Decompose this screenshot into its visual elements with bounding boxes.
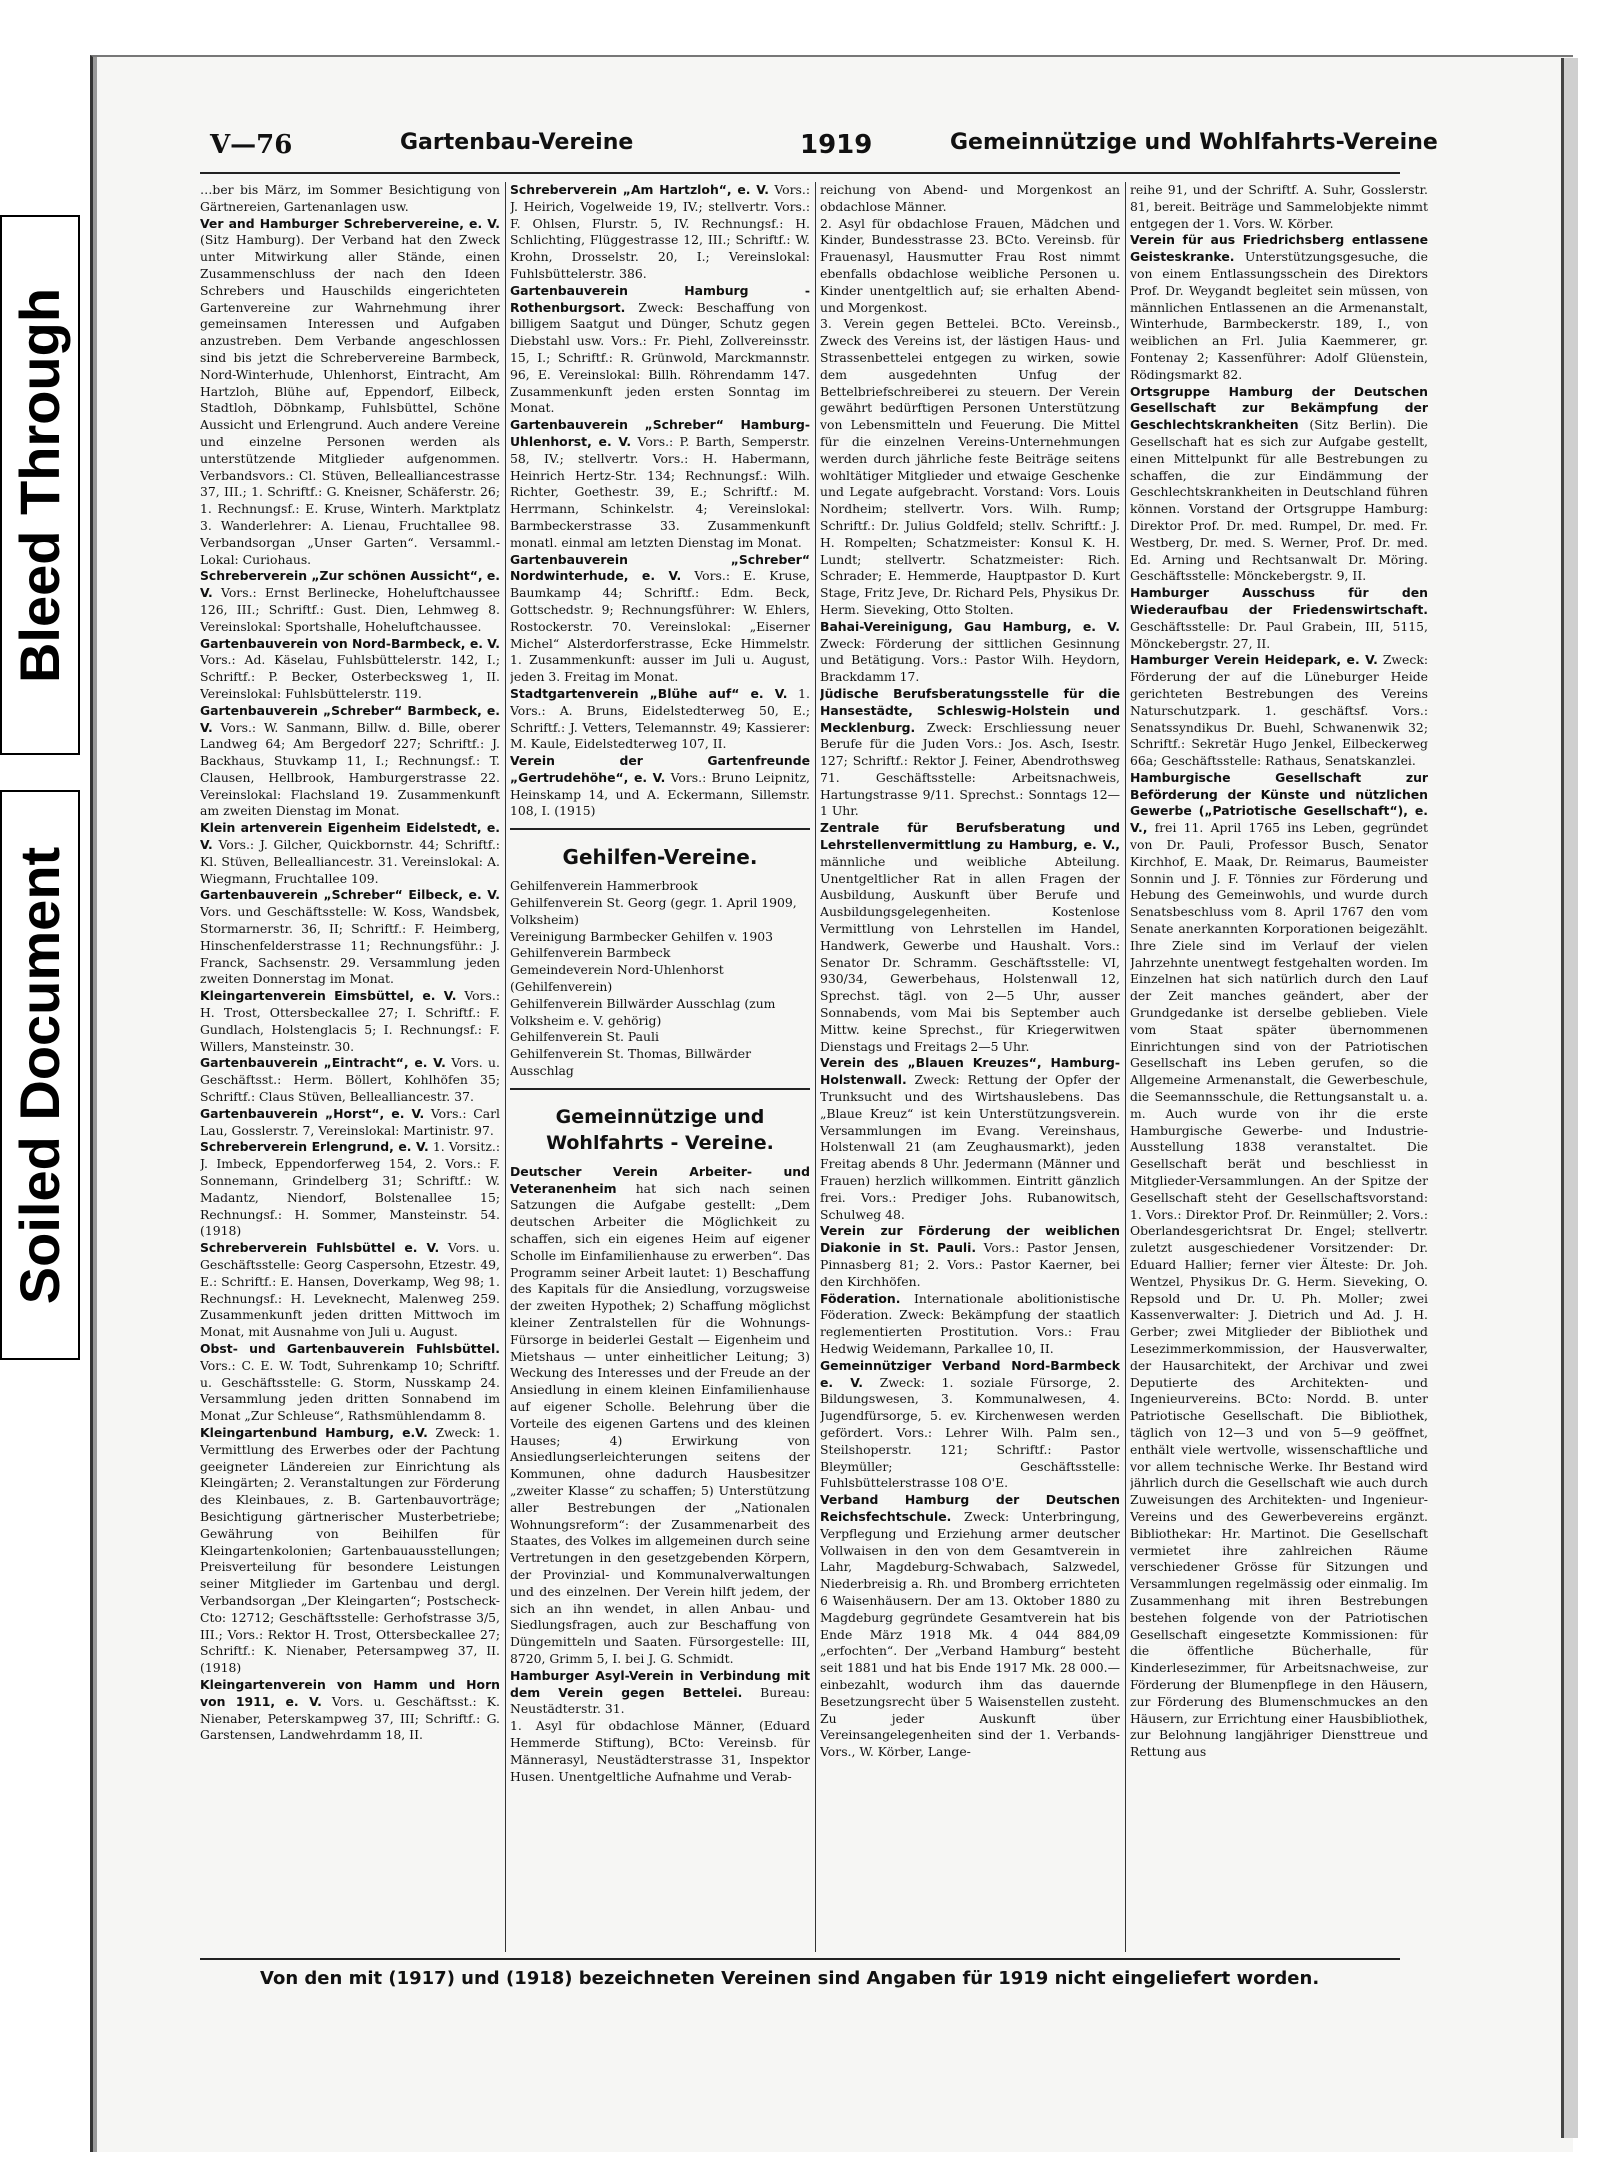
page-header [210,130,1438,166]
entry-text: Vors.: Pastor Jensen, Pinnasberg 81; 2. Vors.: Pastor Kaerner, bei den Kirchhöfen. [820,1240,1120,1289]
entry-heading: Zentrale für Berufsberatung und Lehrstellenvermittlung zu Hamburg, e. V., [820,820,1120,853]
entry-text: Zweck: Förderung der auf die Lüneburger Heide gerichteten Bestrebungen des Vereins Naturschutzpark. 1. geschäftsf. Vors.: Senatssyndikus Dr. Buehl, Schwanenwik 32; Schriftf.: Sekretär Hugo Jenkel, Eilbeckerweg 66a; Geschäftsstelle: Rathaus, Senatskanzlei. [1130,652,1428,769]
entry-text: Vors.: E. Kruse, Baumkamp 44; Schriftf.: Edm. Beck, Gottschedstr. 9; Rechnungsführer: W. Ehlers, Rostockerstr. 70. Vereinslokal: „Eiserner Michel“ Alsterdorferstrasse, Ecke Himmelstr. 1. Zusammenkunft: ausser im Juli u. August, jeden 3. Freitag im Monat. [510,568,810,685]
entry [510,283,810,417]
entry [510,182,810,283]
year: 1919 [800,130,873,160]
entry [200,988,500,1055]
page-number: V—76 [210,130,293,160]
entry [1130,384,1428,586]
entry-text: hat sich nach seinen Satzungen die Aufgabe gestellt: „Dem deutschen Arbeiter die Möglichkeit zu schaffen, sich ein eigenes Heim auf eigener Scholle im Einfamilienhause zu erwerben“. Das Programm seiner Arbeit lautet: 1) Beschaffung des Kapitals für die Ansiedlung, vorzugsweise der zweiten Hypothek; 2) Schaffung möglichst kleiner Zentralstellen für die Wohnungs-Fürsorge in beiderlei Gestalt — Eigenheim und Mietshaus — unter einheitlicher Leitung; 3) Weckung des Interesses und der Freude an der Ansiedlung in einem kleinen Einfamilienhause auf eigener Scholle. Belehrung über die Vorteile des eigenen Gartens und des kleinen Hauses; 4) Erwirkung von Ansiedlungserleichterungen seitens der Kommunen, ohne dadurch Hausbesitzer „zweiter Klasse“ zu schaffen; 5) Unterstützung aller Bestrebungen der „Nationalen Wohnungsreform“: der Zusammenarbeit des Staates, des Volkes im allgemeinen durch seine Vertretungen in den gesetzgebenden Körpern, der Provinzial- und Kommunalverwaltungen und des einzelnen. Der Verein hilft jedem, der sich an ihn wendet, in allen Anbau- und Siedlungsfragen, auch zur Beschaffung von Düngemitteln und Saaten. Fürsorgestelle: III, 8720, Grimm 5, I. bei J. G. Schmidt. [510,1180,810,1666]
entry-heading: Schreberverein „Zur schönen Aussicht“, e. V. [200,568,500,601]
entry [200,636,500,703]
entry-text: Vors.: C. E. W. Todt, Suhrenkamp 10; Schriftf. u. Geschäftsstelle: G. Storm, Nusskamp 24. Versammlung jeden dritten Sonnabend im Monat „Zur Schleuse“, Rathsmühlendamm 8. [200,1357,500,1424]
column-divider [505,182,506,1952]
entry-text: Unterstützungsgesuche, die von einem Entlassungsschein des Direktors Prof. Dr. Weygandt begleitet sein müssen, von männlichen Entlassenen an die Armenanstalt, Winterhude, Barmbeckerstr. 189, I., von weiblichen an Frl. Julia Kaemmerer, gr. Fontenay 2; Kassenführer: Adolf Glüenstein, Rödingsmarkt 82. [1130,249,1428,382]
footer-note: Von den mit (1917) und (1918) bezeichneten Vereinen sind Angaben für 1919 nicht eingeliefert worden. [260,1968,1320,1989]
entry-heading: Hamburger Asyl-Verein in Verbindung mit dem Verein gegen Bettelei. [510,1667,810,1700]
entry-heading: Gartenbauverein „Schreber“ Eilbeck, e. V. [200,887,500,903]
entry-text: Zweck: Erschliessung neuer Berufe für die Juden Vors.: Jos. Asch, Isestr. 127; Schriftf.: Rektor J. Feiner, Abendrothsweg 71. Geschäftsstelle: Arbeitsnachweis, Hartungstrasse 9/11. Sprechst.: Sonntags 12—1 Uhr. [820,719,1120,819]
entry-text: Vors. u. Geschäftsst.: Herm. Böllert, Kohlhöfen 35; Schriftf.: Claus Stüven, Bellealliancestr. 37. [200,1055,500,1105]
entry [200,820,500,887]
entry [1130,770,1428,1761]
entry-text: 1. Vors.: A. Bruns, Eidelstedterweg 50, E.; Schriftf.: J. Vetters, Telemannstr. 49; Kassierer: M. Kaule, Eidelstedterweg 107, II. [510,685,810,752]
entry [200,182,500,216]
entry-text: Vors.: J. Gilcher, Quickbornstr. 44; Schriftf.: Kl. Stüven, Bellealliancestr. 31. Vereinslokal: A. Wiegmann, Fruchtallee 109. [200,837,500,886]
entry [510,1668,810,1718]
entry [1130,232,1428,383]
gehilfen-item: Gehilfenverein Hammerbrook [510,878,698,894]
entry-heading: Gartenbauverein Hamburg - Rothenburgsort. [510,282,810,315]
entry [820,686,1120,820]
entry-text: 1. Vorsitz.: J. Imbeck, Eppendorferweg 154, 2. Vors.: F. Sonnemann, Grindelberg 31; Schriftf.: W. Madantz, Niendorf, Bolstenallee 15; Rechnungsf.: H. Sommer, Mansteinstr. 54. (1918) [200,1139,500,1239]
gehilfen-item: Vereinigung Barmbecker Gehilfen v. 1903 [510,928,774,944]
entry-text: Zweck: Rettung der Opfer der Trunksucht und des Wirtshauslebens. Das „Blaue Kreuz“ ist kein Unterstützungsverein. Versammlungen im Evang. Vereinshaus, Holstenwall 21 (am Zeughausmarkt), jeden Freitag abends 8 Uhr. Jedermann (Männer und Frauen) herzlich willkommen. Eintritt gänzlich frei. Vors.: Prediger Johs. Rubanowitsch, Schulweg 48. [820,1072,1120,1222]
gehilfen-item: Gehilfenverein Billwärder Ausschlag (zum Volksheim e. V. gehörig) [510,995,776,1028]
entry-heading: Gartenbauverein von Nord-Barmbeck, e. V. [200,635,500,651]
entry-heading: Kleingartenverein von Hamm und Horn von 1911, e. V. [200,1676,500,1709]
entry-text: Internationale abolitionistische Föderation. Zweck: Bekämpfung der staatlich reglementierten Prostitution. Vors.: Frau Hedwig Weidemann, Parkallee 10, II. [820,1290,1120,1356]
entry-heading: Verein der Gartenfreunde „Gertrudehöhe“, e. V. [510,753,810,785]
entry-heading: Gemeinnütziger Verband Nord-Barmbeck e. V. [820,1357,1120,1390]
entry-heading: Verein für aus Friedrichsberg entlassene Geisteskranke. [1130,232,1428,265]
footer-rule [200,1958,1400,1960]
column-2-entries [510,182,810,820]
entry-text: Zweck: 1. Vermittlung des Erwerbes oder der Pachtung geeigneter Ländereien zur Einrichtung als Kleingärten; 2. Veranstaltungen zur Förderung des Kleinbaues, z. B. Gartenbauvorträge; Besichtigung gärtnerischer Musterbetriebe; Gewährung von Beihilfen für Kleingartenkolonien; Gartenbauausstellungen; Preisverteilung für besondere Leistungen seiner Mitglieder im Gartenbau und dergl. Verbandsorgan „Der Kleingarten“; Postscheck-Cto: 12712; Geschäftsstelle: Gerhofstrasse 3/5, III.; Vors.: Rektor H. Trost, Ottersbeckallee 27; Schriftf.: K. Nienaber, Petersampweg 37, II. (1918) [200,1424,500,1676]
entry-heading: Föderation. [820,1290,901,1306]
entry-text: (Sitz Hamburg). Der Verband hat den Zweck unter Mitwirkung aller Stände, einen Zusammenschluss der nach den Ideen Schrebers und Hauschilds eingerichteten Gartenvereine zur Wahrnehmung ihrer gemeinsamen Interessen und Aufgaben anzustreben. Dem Verbande angeschlossen sind bis jetzt die Schrebervereine Barmbeck, Nord-Winterhude, Uhlenhorst, Eintracht, Am Hartzloh, Blühe auf, Eppendorf, Eilbeck, Stadtloh, Döbnkamp, Fuhlsbüttel, Schöne Aussicht und Erlengrund. Auch andere Vereine und einzelne Personen werden als unterstützende Mitglieder aufgenommen. Verbandsvors.: Cl. Stüven, Bellealliancestrasse 37, III.; 1. Schriftf.: G. Kneisner, Schäferstr. 26; 1. Rechnungsf.: E. Kruse, Winterh. Marktplatz 3. Wanderlehrer: A. Lienau, Fruchtallee 98. Verbandsorgan „Unser Garten“. Versamml.-Lokal: Curiohaus. [200,232,500,567]
entry [200,1425,500,1677]
entry [820,182,1120,216]
entry [200,1106,500,1140]
gemeinnuetzige-section-title: Gemeinnützige und Wohlfahrts - Vereine. [546,1105,774,1154]
entry-text: (Sitz Berlin). Die Gesellschaft hat es sich zur Aufgabe gestellt, einen Mittelpunkt für alle Bestrebungen zu schaffen, die zur Eindämmung der Geschlechtskrankheiten in Deutschland führen können. Vorstand der Ortsgruppe Hamburg: Direktor Prof. Dr. med. Rumpel, Dr. med. Fr. Westberg, Dr. med. S. Werner, Prof. Dr. med. Ed. Arning und Rechtsanwalt Dr. Möring. Geschäftsstelle: Mönckebergstr. 9, II. [1130,417,1428,584]
column-1 [200,182,500,1952]
entry [510,1718,810,1785]
entry-heading: Schreberverein Erlengrund, e. V. [200,1139,429,1155]
entry-heading: Gartenbauverein „Horst“, e. V. [200,1105,425,1121]
entry [1130,652,1428,770]
entry [820,1055,1120,1223]
entry-text: Vors.: Ad. Käselau, Fuhlsbüttelerstr. 142, I.; Schriftf.: P. Becker, Osterbecksweg 1, II. Vereinslokal: Fuhlsbüttelerstr. 119. [200,652,500,701]
entry-heading: Verband Hamburg der Deutschen Reichsfechtschule. [820,1492,1120,1524]
entry [820,1358,1120,1492]
entry [510,417,810,551]
entry [820,820,1120,1055]
entry-text: Vors.: W. Sanmann, Billw. d. Bille, oberer Landweg 64; Am Bergedorf 227; Schriftf.: J. Backhaus, Stuvkamp 11, I.; Rechnungsf.: T. Clausen, Hellbrook, Hamburgerstrasse 22. Vereinslokal: Flachsland 19. Zusammenkunft am zweiten Dienstag im Monat. [200,719,500,819]
entry-heading: Hamburger Ausschuss für den Wiederaufbau der Friedenswirtschaft. [1130,585,1428,617]
entry-text: Zweck: 1. soziale Fürsorge, 2. Bildungswesen, 3. Kommunalwesen, 4. Jugendfürsorge, 5. ev. Kirchenwesen werden gefördert. Vors.: Lehrer Wilh. Palm sen., Steilshoperstr. 121; Schriftf.: Pastor Bleymüller; Geschäftsstelle: Fuhlsbüttelerstrasse 108 O'E. [820,1374,1120,1491]
entry-text: reichung von Abend- und Morgenkost an obdachlose Männer. [820,182,1120,214]
entry [200,568,500,635]
entry-heading: Bahai-Vereinigung, Gau Hamburg, e. V. [820,618,1120,634]
gehilfen-item: Gehilfenverein St. Georg (gegr. 1. April 1909, Volksheim) [510,895,797,927]
entry-heading: Gartenbauverein „Schreber“ Nordwinterhude, e. V. [510,551,810,584]
entry-text: Vors. und Geschäftsstelle: W. Koss, Wandsbek, Stormarnerstr. 36, II; Schriftf.: F. Heimberg, Hinschenfelderstrasse 11; Rechnungsführ.: J. Franck, Sachsenstr. 29. Versammlung jeden zweiten Donnerstag im Monat. [200,904,500,987]
gehilfen-item: Gehilfenverein Barmbeck [510,945,671,961]
entry-heading: Gartenbauverein „Schreber“ Hamburg-Uhlenhorst, e. V. [510,417,810,449]
entry-heading: Klein artenverein Eigenheim Eidelstedt, e. V. [200,820,500,853]
entry-heading: Gartenbauverein „Schreber“ Barmbeck, e. V. [200,702,500,735]
entry-heading: Gartenbauverein „Eintracht“, e. V. [200,1055,446,1071]
entry-text: Vors. u. Geschäftsst.: K. Nienaber, Peterskampweg 37, III; Schriftf.: G. Garstensen, Landwehrdamm 18, II. [200,1693,500,1743]
gehilfen-item: Gemeindeverein Nord-Uhlenhorst (Gehilfenverein) [510,962,724,995]
header-rule [200,172,1400,174]
entry-text: Vors.: Ernst Berlinecke, Hoheluftchaussee 126, III.; Schriftf.: Gust. Dien, Lehmweg 8. Vereinslokal: Sportshalle, Hoheluftchaussee. [200,585,500,634]
entry-text: Vors.: H. Trost, Ottersbeckallee 27; I. Schriftf.: F. Gundlach, Holstenglacis 5; I. Rechnungsf.: F. Willers, Mansteinstr. 30. [200,988,500,1054]
entry-heading: Hamburgische Gesellschaft zur Beförderung der Künste und nützlichen Gewerbe („Patriotische Gesellschaft“), e. V., [1130,769,1428,836]
entry-text: Vors.: Bruno Leipnitz, Heinskamp 14, und A. Eckermann, Sillemstr. 108, I. (1915) [510,769,810,819]
entry [820,619,1120,686]
entry-text: Geschäftsstelle: Dr. Paul Grabein, III, 5115, Mönckebergstr. 27, II. [1130,618,1428,651]
entry-heading: Obst- und Gartenbauverein Fuhlsbüttel. [200,1340,500,1356]
column-3 [820,182,1120,1952]
entry [510,686,810,753]
entry-text: 1. Asyl für obdachlose Männer, (Eduard Hemmerde Stiftung), BCto: Vereinsb. für Männerasyl, Neustädterstrasse 31, Inspektor Husen. Unentgeltliche Aufnahme und Verab- [510,1718,810,1784]
entry-text: Vors.: Carl Lau, Gosslerstr. 7, Vereinslokal: Martinistr. 97. [200,1105,500,1138]
entry-text: männliche und weibliche Abteilung. Unentgeltlicher Rat in allen Fragen der Ausbildung, Auskunft über Berufe und Ausbildungsgelegenheiten. Kostenlose Vermittlung von Lehrstellen im Handel, Handwerk, Gewerbe und Haushalt. Vors.: Senator Dr. Schramm. Geschäftsstelle: VI, 930/34, Gewerbehaus, Holstenwall 12, Sprechst. tägl. von 2—5 Uhr, ausser Sonnabends, vom Mai bis September auch Mittw. keine Sprechst., für Kriegerwitwen Dienstags und Freitags 2—5 Uhr. [820,853,1120,1054]
column-4 [1130,182,1428,1952]
entry [200,1055,500,1105]
entry-heading: Kleingartenbund Hamburg, e.V. [200,1424,428,1440]
gehilfen-item: Gehilfenverein St. Pauli [510,1029,659,1045]
bleed-through-label: Bleed Through [8,287,72,683]
entry-text: Bureau: Neustädterstr. 31. [510,1684,810,1717]
entry-heading: Schreberverein Fuhlsbüttel e. V. [200,1240,440,1256]
gehilfen-section-title: Gehilfen-Vereine. [562,845,758,870]
entry-heading: Hamburger Verein Heidepark, e. V. [1130,652,1378,668]
column-2 [510,182,810,1952]
entry [820,1291,1120,1358]
column-divider [1125,182,1126,1952]
entry-heading: Schreberverein „Am Hartzloh“, e. V. [510,182,769,197]
section-rule [510,828,810,830]
column-2-entries-b [510,1164,810,1785]
entry [820,1492,1120,1761]
entry [510,753,810,820]
entry-text: Vors. u. Geschäftsstelle: Georg Caspersohn, Etzestr. 49, E.: Schriftf.: E. Hansen, Doverkamp, Weg 98; 1. Rechnungsf.: H. Leveknecht, Malenweg 259. Zusammenkunft jeden dritten Mittwoch im Monat, mit Ausnahme von Juli u. August. [200,1240,500,1340]
entry [200,216,500,569]
entry-text: 3. Verein gegen Bettelei. BCto. Vereinsb., Zweck des Vereins ist, der lästigen Haus- und Strassenbettelei entgegen zu wirken, sowie dem ausgedehnten Unfug der Bettelbriefschreiberei zu steuern. Der Verein gewährt bedürftigen Personen Unterstützung von Lebensmitteln und Feuerung. Die Mittel für die einzelnen Vereins-Unternehmungen werden durch jährliche feste Beiträge seitens wohltätiger Mitglieder und etwaige Geschenke und Legate aufgebracht. Vorstand: Vors. Louis Nordheim; stellvertr. Vors. Wilh. Rump; Schriftf.: Dr. Julius Goldfeld; stellv. Schriftf.: J. H. Rompelten; Schatzmeister: Konsul K. H. Lundt; stellvertr. Schatzmeister: Rich. Schrader; E. Hemmerde, Hauptpastor D. Kurt Stage, Fritz Jeve, Dr. Richard Pels, Physikus Dr. Herm. Sieveking, Otto Stolten. [820,316,1120,617]
entry [200,1341,500,1425]
entry-text: Zweck: Unterbringung, Verpflegung und Erziehung armer deutscher Vollwaisen in den von dem Gesamtverein in Lahr, Magdeburg-Schwabach, Salzwedel, Niederbreisig a. Rh. und Bromberg errichteten 6 Waisenhäusern. Der am 13. Oktober 1880 zu Magdeburg gegründete Gesamtverein hat bis Ende März 1918 Mk. 4 044 884,09 „erfochten“. Der „Verband Hamburg“ besteht seit 1881 und hat bis Ende 1917 Mk. 28 000.— einbezahlt, wodurch ihm das dauernde Besetzungsrecht über 5 Waisenstellen zusteht. Zu jeder Auskunft über Vereinsangelegenheiten sind der 1. Verbands-Vors., W. Körber, Lange- [820,1508,1120,1760]
bleed-through-stamp [0,215,80,755]
entry-text: reihe 91, und der Schriftf. A. Suhr, Gosslerstr. 81, bereit. Beiträge und Sammelobjekte nimmt entgegen der 1. Vors. W. Körber. [1130,182,1428,231]
entry [200,1139,500,1240]
soiled-document-label: Soiled Document [8,846,72,1304]
entry [820,1223,1120,1290]
entry [200,1677,500,1744]
book-edge [1561,58,1578,2138]
entry [1130,585,1428,652]
entry-text: frei 11. April 1765 ins Leben, gegründet von Dr. Pauli, Professor Busch, Senator Kirchhof, E. Maak, Dr. Reimarus, Baumeister Sonnin und J. F. Tönnies zur Förderung und Hebung des Gemeinwohls, und wurde durch Senatsbeschluss vom 8. April 1767 den vom Senate anerkannten Korporationen beigezählt. Ihre Ziele sind im Verlauf der vielen Jahrzehnte unentwegt festgehalten worden. Im Einzelnen hat sich natürlich durch den Lauf der Zeit manches geändert, aber der Grundgedanke ist derselbe geblieben. Viele vom Staat später übernommenen Einrichtungen sind von der Patriotischen Gesellschaft ins Leben gerufen, so die Allgemeine Armenanstalt, die Gewerbeschule, die Seemannsschule, die Rettungsanstalt u. a. m. Auch wurde von ihr die erste Hamburgische Gewerbe- und Industrie-Ausstellung 1838 veranstaltet. Die Gesellschaft berät und beschliesst in Mitglieder-Versammlungen. An der Spitze der Gesellschaft steht der Gesellschaftsvorstand: 1. Vors.: Direktor Prof. Dr. Reinmüller; 2. Vors.: Oberlandesgerichtsrat Dr. Engel; stellvertr. zuletzt ausgeschiedener Vorsitzender: Dr. Eduard Hallier; ferner vier Älteste: Dr. Joh. Wentzel, Physikus Dr. G. Herm. Sieveking, O. Repsold und Dr. U. Ph. Moller; zwei Kassenverwalter: J. Dietrich und Ad. J. H. Gerber; zwei Mitglieder der Bibliothek und Lesezimmerkommission, der Hausverwalter, der Hausarchitekt, der Archivar und zwei Deputierte des Architekten- und Ingenieurvereins. BCto: Nordd. B. unter Patriotische Gesellschaft. Die Bibliothek, täglich von 12—3 und von 5—9 geöffnet, enthält viele wertvolle, wissenschaftliche und vor allem technische Werke. Ihr Bestand wird jährlich durch die Gesellschaft wie auch durch Zuweisungen des Architekten- und Ingenieur-Vereins und des Gewerbevereins ergänzt. Bibliothekar: Hr. Martinot. Die Gesellschaft vermietet ihre zahlreichen Räume verschiedener Grösse für Sitzungen und Versammlungen regelmässig oder einmalig. Im Zusammenhang mit ihren Bestrebungen bestehen folgende von der Patriotischen Gesellschaft eingesetzte Kommissionen: für die öffentliche Bücherhalle, für Kinderlesezimmer, für Arbeitsnachweise, zur Förderung der Blumenpflege in den Häusern, zur Förderung des Blumenschmuckes an den Häusern, zur Errichtung einer Hausbibliothek, zur Belohnung langjähriger Diensttreue und Rettung aus [1130,820,1428,1760]
section-title-left: Gartenbau-Vereine [400,130,634,155]
entry-heading: Ortsgruppe Hamburg der Deutschen Gesellschaft zur Bekämpfung der Geschlechtskrankheiten [1130,383,1428,433]
entry [820,316,1120,618]
entry-text: Vors.: P. Barth, Semperstr. 58, IV.; stellvertr. Vors.: H. Habermann, Heinrich Hertz-Str. 134; Rechnungsf.: Wilh. Richter, Goethestr. 39, E.; Schriftf.: M. Herrmann, Schinkelstr. 4; Vereinslokal: Barmbeckerstrasse 33. Zusammenkunft monatl. einmal am letzten Dienstag im Monat. [510,433,810,550]
entry [820,216,1120,317]
entry-text: …ber bis März, im Sommer Besichtigung von Gärtnereien, Gartenanlagen usw. [200,182,500,214]
entry-heading: Ver and Hamburger Schrebervereine, e. V. [200,215,500,231]
entry [510,552,810,686]
entry-text: 2. Asyl für obdachlose Frauen, Mädchen und Kinder, Bundesstrasse 23. BCto. Vereinsb. für Frauenasyl, Hausmutter Frau Rost nimmt ebenfalls obdachlose weibliche Personen u. Kinder unentgeltlich auf; sie erhalten Abend- und Morgenkost. [820,215,1120,315]
section-title-right: Gemeinnützige und Wohlfahrts-Vereine [950,130,1438,155]
entry-heading: Deutscher Verein Arbeiter- und Veteranenheim [510,1163,810,1196]
column-divider [815,182,816,1952]
entry-heading: Jüdische Berufsberatungsstelle für die Hansestädte, Schleswig-Holstein und Mecklenburg. [820,685,1120,735]
entry-text: Vors.: J. Heirich, Vogelweide 19, IV.; stellvertr. Vors.: F. Ohlsen, Flurstr. 5, IV. Rechnungsf.: H. Schlichting, Flüggestrasse 12, III.; Schriftf.: W. Krohn, Drosselstr. 20, I.; Vereinslokal: Fuhlsbüttelerstr. 386. [510,182,810,281]
entry [510,1164,810,1668]
entry-text: Zweck: Beschaffung von billigem Saatgut und Dünger, Schutz gegen Diebstahl usw. Vors.: Fr. Piehl, Zollvereinsstr. 15, I.; Schriftf.: R. Grünwold, Marckmannstr. 96, E. Vereinslokal: Billh. Röhrendamm 147. Zusammenkunft jeden ersten Sonntag im Monat. [510,299,810,416]
gehilfen-item: Gehilfenverein St. Thomas, Billwärder Ausschlag [510,1046,752,1079]
section-rule [510,1088,810,1090]
entry [200,703,500,821]
entry-heading: Stadtgartenverein „Blühe auf“ e. V. [510,685,788,701]
entry [200,1240,500,1341]
entry-text: Zweck: Förderung der sittlichen Gesinnung und Betätigung. Vors.: Pastor Wilh. Heydorn, Brackdamm 17. [820,635,1120,685]
entry [200,887,500,988]
entry-heading: Verein des „Blauen Kreuzes“, Hamburg-Holstenwall. [820,1055,1120,1088]
gehilfen-list [510,878,810,1080]
entry-heading: Kleingartenverein Eimsbüttel, e. V. [200,988,457,1004]
entry-heading: Verein zur Förderung der weiblichen Diakonie in St. Pauli. [820,1223,1120,1256]
soiled-document-stamp [0,790,80,1360]
entry [1130,182,1428,232]
